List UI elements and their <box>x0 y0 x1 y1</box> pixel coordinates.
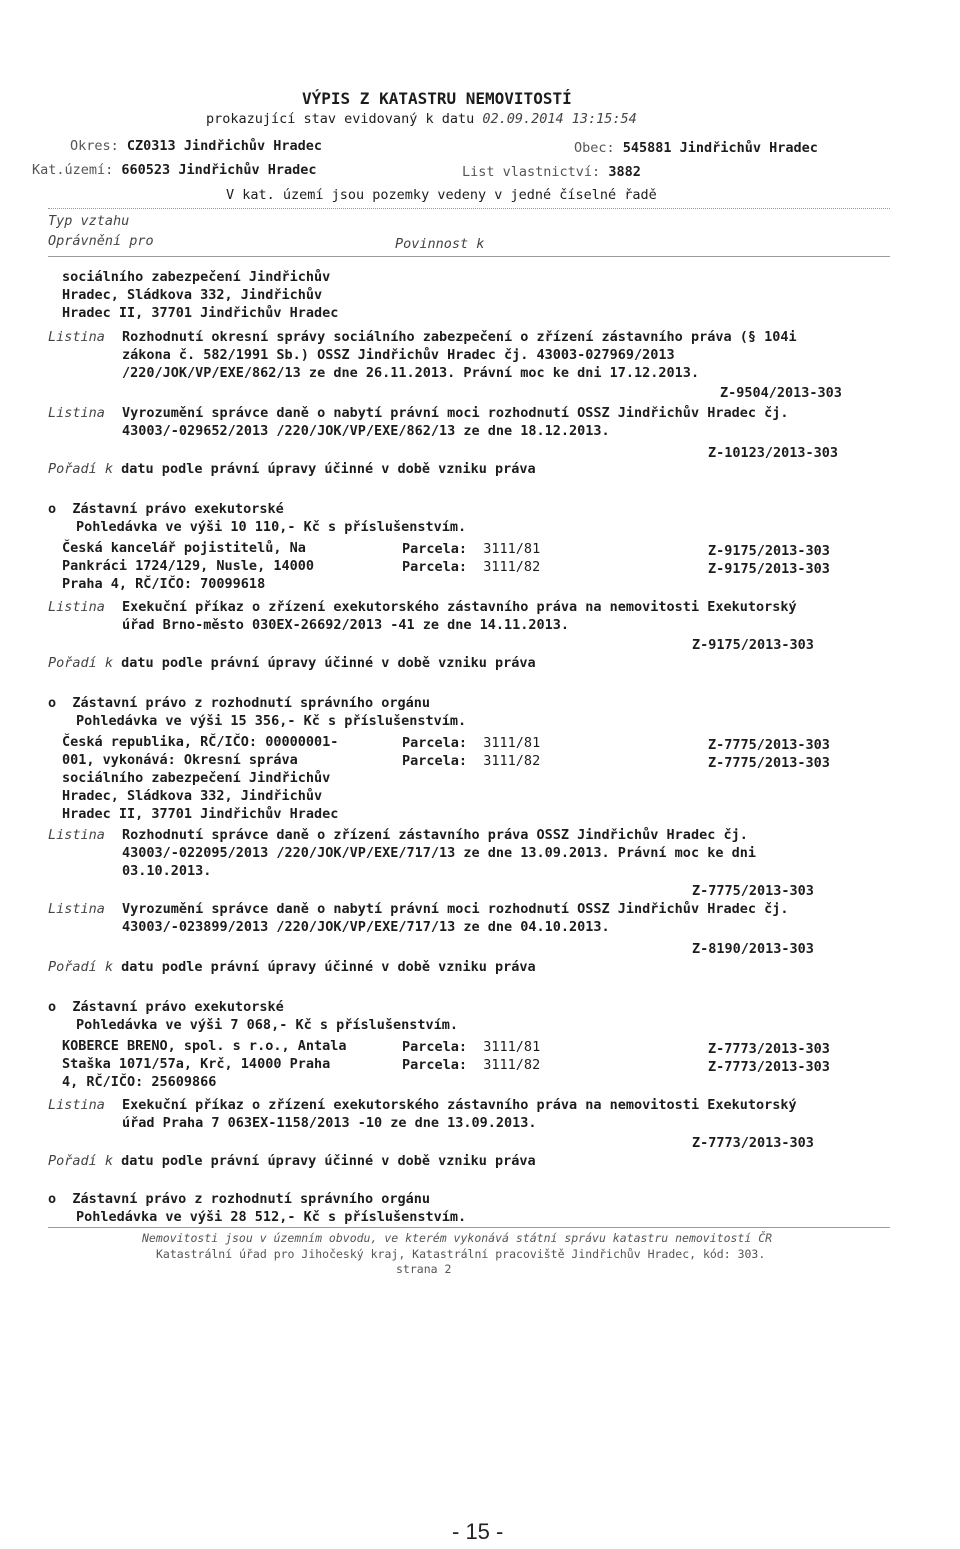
s3-heading <box>48 998 284 1016</box>
s1-listina-line-2: úřad Brno-město 030EX-26692/2013 -41 ze dne 14.11.2013. <box>122 617 570 633</box>
s2-poradi-label: Pořadí k <box>48 959 114 975</box>
extract-date: 02.09.2014 13:15:54 <box>482 111 637 127</box>
s1-parcel-1-ref: Z-9175/2013-303 <box>708 543 830 559</box>
document-subtitle <box>206 110 637 128</box>
s4-title: Zástavní právo z rozhodnutí správního orgánu <box>72 1191 431 1207</box>
s1-parcel-1-label: Parcela: <box>402 541 468 557</box>
katuzemi-value: 660523 Jindřichův Hradec <box>121 162 317 178</box>
s1-bullet: o <box>48 501 57 517</box>
s0-poradi-text: datu podle právní úpravy účinné v době vzniku práva <box>121 461 536 477</box>
s3-listina-label: Listina <box>48 1097 105 1113</box>
s3-parcel-2 <box>402 1056 540 1074</box>
header-divider <box>48 208 890 209</box>
s3-listina-line-1: Exekuční příkaz o zřízení exekutorského zástavního práva na nemovitosti Exekutorský <box>122 1097 797 1113</box>
s2-listina1-ref: Z-7775/2013-303 <box>692 883 814 899</box>
s2-listina1-line-1: Rozhodnutí správce daně o zřízení zástavního práva OSSZ Jindřichův Hradec čj. <box>122 827 748 843</box>
s2-listina2-line-2: 43003/-023899/2013 /220/JOK/VP/EXE/717/13 ze dne 04.10.2013. <box>122 919 610 935</box>
s2-parcel-2-ref: Z-7775/2013-303 <box>708 755 830 771</box>
s3-owner-line-2: Staška 1071/57a, Krč, 14000 Praha <box>62 1056 331 1072</box>
s0-owner-line-2: Hradec, Sládkova 332, Jindřichův <box>62 287 323 303</box>
s2-heading <box>48 694 430 712</box>
s3-owner-line-3: 4, RČ/IČO: 25609866 <box>62 1074 217 1090</box>
s2-title: Zástavní právo z rozhodnutí správního orgánu <box>72 695 431 711</box>
s2-parcel-2-label: Parcela: <box>402 753 468 769</box>
katuzemi-label: Kat.území: <box>32 162 114 178</box>
s1-parcel-1 <box>402 540 540 558</box>
s0-poradi-label: Pořadí k <box>48 461 114 477</box>
s0-listina1-line-2: zákona č. 582/1991 Sb.) OSSZ Jindřichův Hradec čj. 43003-027969/2013 <box>122 347 675 363</box>
s1-pohledavka: Pohledávka ve výši 10 110,- Kč s příslušenstvím. <box>76 519 467 535</box>
s3-poradi <box>48 1152 536 1170</box>
s1-listina-label: Listina <box>48 599 105 615</box>
obec-row <box>574 139 818 157</box>
s1-poradi-label: Pořadí k <box>48 655 114 671</box>
s3-listina-line-2: úřad Praha 7 063EX-1158/2013 -10 ze dne 13.09.2013. <box>122 1115 537 1131</box>
s0-listina2-ref: Z-10123/2013-303 <box>708 445 839 461</box>
s2-parcel-1 <box>402 734 540 752</box>
obec-label: Obec: <box>574 140 615 156</box>
numbering-note: V kat. území jsou pozemky vedeny v jedné číselné řadě <box>226 187 657 203</box>
s2-listina1-line-3: 03.10.2013. <box>122 863 212 879</box>
lv-label: List vlastnictví: <box>462 164 601 180</box>
footer-line-1: Nemovitosti jsou v územním obvodu, ve kterém vykonává státní správu katastru nemovitostí ČR <box>142 1231 773 1245</box>
s0-listina2-line-2: 43003/-029652/2013 /220/JOK/VP/EXE/862/13 ze dne 18.12.2013. <box>122 423 610 439</box>
s2-parcel-1-label: Parcela: <box>402 735 468 751</box>
s2-listina1-label: Listina <box>48 827 105 843</box>
footer-divider <box>48 1227 890 1228</box>
s4-bullet: o <box>48 1191 57 1207</box>
okres-label: Okres: <box>70 138 119 154</box>
s2-listina1-line-2: 43003/-022095/2013 /220/JOK/VP/EXE/717/13 ze dne 13.09.2013. Právní moc ke dni <box>122 845 756 861</box>
s3-parcel-1 <box>402 1038 540 1056</box>
col-opravneni: Oprávnění pro <box>48 233 154 249</box>
okres-value: CZ0313 Jindřichův Hradec <box>126 138 322 154</box>
s2-parcel-2-value: 3111/82 <box>483 753 541 769</box>
s2-listina2-line-1: Vyrozumění správce daně o nabytí právní moci rozhodnutí OSSZ Jindřichův Hradec čj. <box>122 901 789 917</box>
s2-owner-line-1: Česká republika, RČ/IČO: 00000001- <box>62 734 339 750</box>
s1-listina-ref: Z-9175/2013-303 <box>692 637 814 653</box>
s1-owner-line-3: Praha 4, RČ/IČO: 70099618 <box>62 576 266 592</box>
s1-parcel-1-value: 3111/81 <box>483 541 541 557</box>
s3-parcel-1-value: 3111/81 <box>483 1039 541 1055</box>
footer-page-label: strana 2 <box>396 1262 452 1276</box>
s2-owner-line-2: 001, vykonává: Okresní správa <box>62 752 298 768</box>
s4-pohledavka: Pohledávka ve výši 28 512,- Kč s příslušenstvím. <box>76 1209 467 1225</box>
s3-title: Zástavní právo exekutorské <box>72 999 284 1015</box>
s2-pohledavka: Pohledávka ve výši 15 356,- Kč s příslušenstvím. <box>76 713 467 729</box>
s0-listina1-line-3: /220/JOK/VP/EXE/862/13 ze dne 26.11.2013. Právní moc ke dni 17.12.2013. <box>122 365 700 381</box>
s1-poradi <box>48 654 536 672</box>
subtitle-text: prokazující stav evidovaný k datu <box>206 111 475 127</box>
s1-parcel-2-label: Parcela: <box>402 559 468 575</box>
s3-parcel-1-label: Parcela: <box>402 1039 468 1055</box>
s0-listina1-ref: Z-9504/2013-303 <box>720 385 842 401</box>
s1-heading <box>48 500 284 518</box>
s2-owner-line-5: Hradec II, 37701 Jindřichův Hradec <box>62 806 339 822</box>
s3-parcel-2-ref: Z-7773/2013-303 <box>708 1059 830 1075</box>
page-number: - 15 - <box>452 1519 504 1544</box>
col-typ-vztahu: Typ vztahu <box>48 213 130 229</box>
s2-parcel-1-value: 3111/81 <box>483 735 541 751</box>
s2-poradi-text: datu podle právní úpravy účinné v době vzniku práva <box>121 959 536 975</box>
s2-parcel-2 <box>402 752 540 770</box>
col-povinnost: Povinnost k <box>395 236 485 252</box>
okres-row <box>70 137 322 155</box>
s1-owner-line-2: Pankráci 1724/129, Nusle, 14000 <box>62 558 314 574</box>
s1-parcel-2-ref: Z-9175/2013-303 <box>708 561 830 577</box>
s2-listina2-ref: Z-8190/2013-303 <box>692 941 814 957</box>
s1-parcel-2 <box>402 558 540 576</box>
s4-heading <box>48 1190 430 1208</box>
s0-listina2-label: Listina <box>48 405 105 421</box>
s2-bullet: o <box>48 695 57 711</box>
s0-owner-line-1: sociálního zabezpečení Jindřichův <box>62 269 331 285</box>
footer-line-2: Katastrální úřad pro Jihočeský kraj, Katastrální pracoviště Jindřichův Hradec, kód: 303. <box>156 1247 766 1261</box>
s0-listina2-line-1: Vyrozumění správce daně o nabytí právní moci rozhodnutí OSSZ Jindřichův Hradec čj. <box>122 405 789 421</box>
s3-poradi-text: datu podle právní úpravy účinné v době vzniku práva <box>121 1153 536 1169</box>
s2-listina2-label: Listina <box>48 901 105 917</box>
s3-parcel-2-label: Parcela: <box>402 1057 468 1073</box>
s3-owner-line-1: KOBERCE BRENO, spol. s r.o., Antala <box>62 1038 347 1054</box>
lv-value: 3882 <box>608 164 641 180</box>
s2-parcel-1-ref: Z-7775/2013-303 <box>708 737 830 753</box>
lv-row <box>462 163 641 181</box>
obec-value: 545881 Jindřichův Hradec <box>622 140 818 156</box>
s3-bullet: o <box>48 999 57 1015</box>
s0-owner-line-3: Hradec II, 37701 Jindřichův Hradec <box>62 305 339 321</box>
katuzemi-row <box>32 161 317 179</box>
s2-owner-line-3: sociálního zabezpečení Jindřichův <box>62 770 331 786</box>
s1-owner-line-1: Česká kancelář pojistitelů, Na <box>62 540 306 556</box>
s1-listina-line-1: Exekuční příkaz o zřízení exekutorského zástavního práva na nemovitosti Exekutorský <box>122 599 797 615</box>
s2-owner-line-4: Hradec, Sládkova 332, Jindřichův <box>62 788 323 804</box>
s3-pohledavka: Pohledávka ve výši 7 068,- Kč s příslušenstvím. <box>76 1017 459 1033</box>
s0-poradi <box>48 460 536 478</box>
s3-parcel-2-value: 3111/82 <box>483 1057 541 1073</box>
s0-listina1-line-1: Rozhodnutí okresní správy sociálního zabezpečení o zřízení zástavního práva (§ 104i <box>122 329 797 345</box>
s3-listina-ref: Z-7773/2013-303 <box>692 1135 814 1151</box>
s1-poradi-text: datu podle právní úpravy účinné v době vzniku práva <box>121 655 536 671</box>
s1-title: Zástavní právo exekutorské <box>72 501 284 517</box>
s2-poradi <box>48 958 536 976</box>
s3-poradi-label: Pořadí k <box>48 1153 114 1169</box>
s1-parcel-2-value: 3111/82 <box>483 559 541 575</box>
document-title: VÝPIS Z KATASTRU NEMOVITOSTÍ <box>302 89 572 108</box>
columns-divider <box>48 256 890 257</box>
s0-listina1-label: Listina <box>48 329 105 345</box>
s3-parcel-1-ref: Z-7773/2013-303 <box>708 1041 830 1057</box>
